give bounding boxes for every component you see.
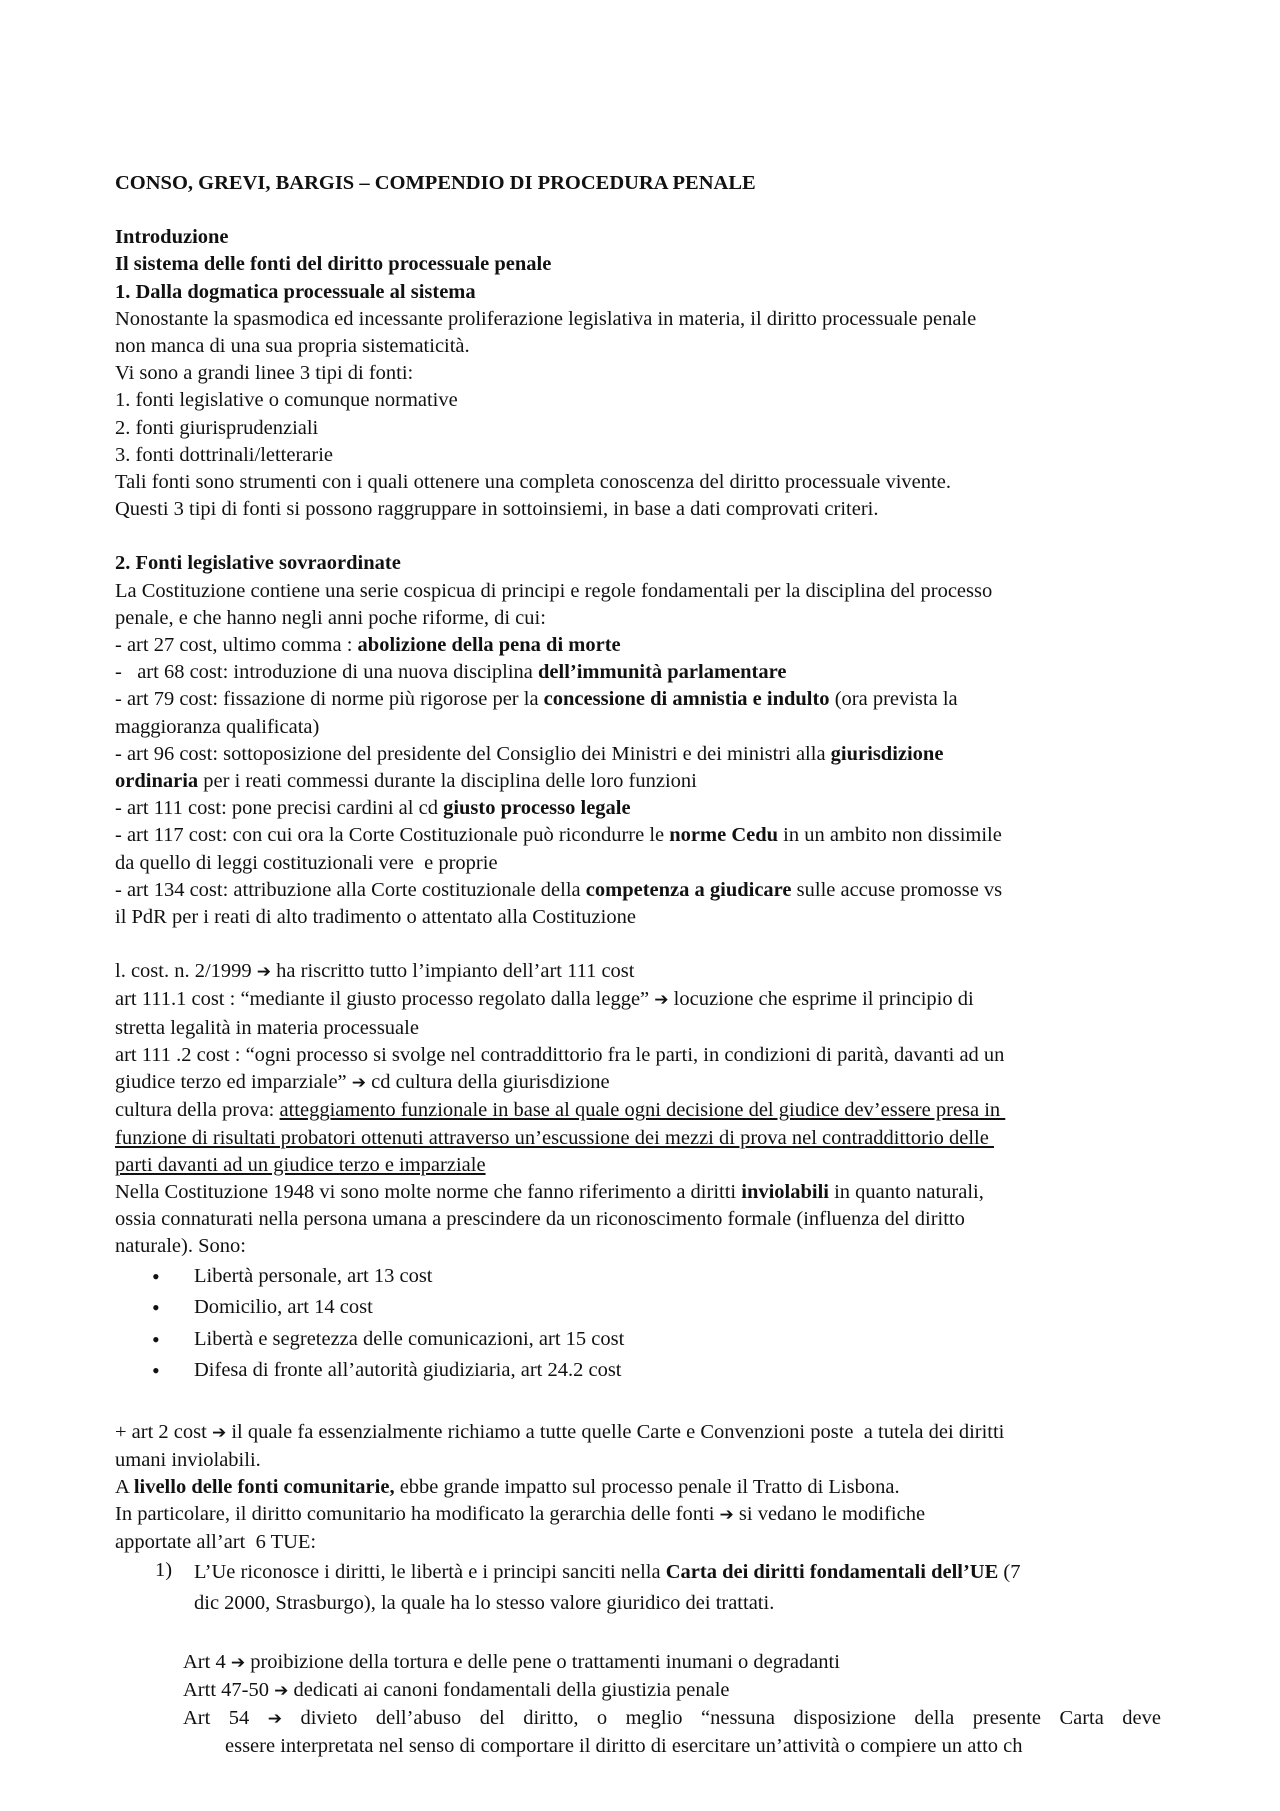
bullet-icon: •: [152, 1263, 160, 1289]
tail-line: umani inviolabili.: [115, 1448, 261, 1471]
art134-line: il PdR per i reati di alto tradimento o attentato alla Costituzione: [115, 906, 636, 929]
list-item: 1. fonti legislative o comunque normative: [115, 389, 458, 412]
lcost-line: art 111 .2 cost : “ogni processo si svolge nel contraddittorio fra le parti, in condizioni di parità, davanti ad un: [115, 1043, 1005, 1066]
tail-line: apportate all’art 6 TUE:: [115, 1531, 317, 1554]
list-item: 3. fonti dottrinali/letterarie: [115, 443, 334, 466]
section2-paragraph: La Costituzione contiene una serie cospicua di principi e regole fondamentali per la disciplina del processo: [115, 579, 993, 602]
art27-line: - art 27 cost, ultimo comma : abolizione della pena di morte: [115, 634, 621, 657]
section1-heading: 1. Dalla dogmatica processuale al sistema: [115, 280, 476, 303]
arrow-right-icon: ➔: [351, 1073, 367, 1094]
lcost-line: stretta legalità in materia processuale: [115, 1016, 419, 1039]
lcost-line: giudice terzo ed imparziale” ➔ cd cultura della giurisdizione: [115, 1071, 610, 1094]
art54-line: essere interpretata nel senso di comportare il diritto di esercitare un’attività o compiere un atto ch: [225, 1735, 1023, 1758]
art54-line: Art 54 ➔ divieto dell’abuso del diritto, o meglio “nessuna disposizione della presente Carta deve: [183, 1706, 1162, 1729]
tail-line: In particolare, il diritto comunitario ha modificato la gerarchia delle fonti ➔ si vedano le modifiche: [115, 1503, 926, 1526]
art68-line: - art 68 cost: introduzione di una nuova disciplina dell’immunità parlamentare: [115, 661, 787, 684]
numbered-item: [115, 1557, 1160, 1619]
document-page: [115, 170, 1160, 1760]
lcost-line: ossia connaturati nella persona umana a prescindere da un riconoscimento formale (influenza del diritto: [115, 1208, 965, 1231]
bullet-icon: •: [152, 1295, 160, 1321]
section1-paragraph: Questi 3 tipi di fonti si possono raggruppare in sottoinsiemi, in base a dati comprovati criteri.: [115, 498, 879, 521]
list-item: • Domicilio, art 14 cost: [152, 1295, 373, 1321]
cultura-prova-line: funzione di risultati probatori ottenuti attraverso un’escussione dei mezzi di prova nel contraddittorio delle: [115, 1126, 994, 1149]
list-item: 2. fonti giurisprudenziali: [115, 416, 319, 439]
arrow-right-icon: ➔: [256, 962, 272, 983]
section2-heading: 2. Fonti legislative sovraordinate: [115, 552, 401, 575]
artt47-50-line: Artt 47-50 ➔ dedicati ai canoni fondamentali della giustizia penale: [183, 1678, 730, 1701]
tail-line: + art 2 cost ➔ il quale fa essenzialmente richiamo a tutte quelle Carte e Convenzioni poste a tutela dei diritti: [115, 1420, 1005, 1443]
document-title: CONSO, GREVI, BARGIS – COMPENDIO DI PROCEDURA PENALE: [115, 172, 756, 194]
section2-paragraph: penale, e che hanno negli anni poche riforme, di cui:: [115, 606, 546, 629]
arrow-right-icon: ➔: [267, 1708, 282, 1729]
section1-paragraph: Nonostante la spasmodica ed incessante proliferazione legislativa in materia, il diritto processuale penale: [115, 307, 977, 330]
bullet-icon: •: [152, 1358, 160, 1384]
list-item: • Difesa di fronte all’autorità giudiziaria, art 24.2 cost: [152, 1358, 622, 1384]
art4-line: Art 4 ➔ proibizione della tortura e delle pene o trattamenti inumani o degradanti: [183, 1650, 840, 1673]
intro-heading: Introduzione: [115, 226, 229, 249]
intro-subheading: Il sistema delle fonti del diritto processuale penale: [115, 253, 552, 276]
lcost-line: l. cost. n. 2/1999 ➔ ha riscritto tutto l’impianto dell’art 111 cost: [115, 960, 635, 983]
bullet-icon: •: [152, 1326, 160, 1352]
cultura-prova-line: parti davanti ad un giudice terzo e imparziale: [115, 1153, 486, 1176]
item-number: 1): [155, 1558, 173, 1581]
art117-line: - art 117 cost: con cui ora la Corte Costituzionale può ricondurre le norme Cedu in un ambito non dissimile: [115, 824, 1002, 847]
numbered-item-line: L’Ue riconosce i diritti, le libertà e i principi sanciti nella Carta dei diritti fondamentali dell’UE (7: [194, 1560, 1021, 1583]
art117-line: da quello di leggi costituzionali vere e proprie: [115, 851, 498, 874]
art96-line: ordinaria per i reati commessi durante la disciplina delle loro funzioni: [115, 770, 697, 793]
charter-articles: [115, 1649, 1160, 1761]
tail-line: A livello delle fonti comunitarie, ebbe grande impatto sul processo penale il Tratto di Lisbona.: [115, 1475, 900, 1498]
lcost-line: Nella Costituzione 1948 vi sono molte norme che fanno riferimento a diritti inviolabili in quanto naturali,: [115, 1180, 984, 1203]
art111-line: - art 111 cost: pone precisi cardini al cd giusto processo legale: [115, 797, 631, 820]
art134-line: - art 134 cost: attribuzione alla Corte costituzionale della competenza a giudicare sulle accuse promosse vs: [115, 878, 1003, 901]
cultura-prova-line: cultura della prova: atteggiamento funzionale in base al quale ogni decisione del giudice dev’essere presa in: [115, 1099, 1006, 1122]
numbered-item-line: dic 2000, Strasburgo), la quale ha lo stesso valore giuridico dei trattati.: [194, 1591, 775, 1614]
lcost-line: naturale). Sono:: [115, 1235, 246, 1258]
art96-line: - art 96 cost: sottoposizione del presidente del Consiglio dei Ministri e dei ministri alla giurisdizione: [115, 742, 944, 765]
art79-line: - art 79 cost: fissazione di norme più rigorose per la concessione di amnistia e indulto (ora prevista la: [115, 688, 958, 711]
lcost-line: art 111.1 cost : “mediante il giusto processo regolato dalla legge” ➔ locuzione che esprime il principio di: [115, 988, 974, 1011]
section1-paragraph: non manca di una sua propria sistematicità.: [115, 335, 470, 358]
section1-paragraph: Vi sono a grandi linee 3 tipi di fonti:: [115, 362, 414, 385]
rights-bullet-list: [115, 1263, 1160, 1389]
arrow-right-icon: ➔: [230, 1652, 246, 1673]
arrow-right-icon: ➔: [211, 1422, 227, 1443]
arrow-right-icon: ➔: [654, 990, 669, 1011]
art79-line: maggioranza qualificata): [115, 715, 320, 738]
list-item: • Libertà personale, art 13 cost: [152, 1263, 433, 1289]
arrow-right-icon: ➔: [719, 1505, 734, 1526]
list-item: • Libertà e segretezza delle comunicazioni, art 15 cost: [152, 1326, 625, 1352]
arrow-right-icon: ➔: [274, 1680, 289, 1701]
section1-paragraph: Tali fonti sono strumenti con i quali ottenere una completa conoscenza del diritto processuale vivente.: [115, 471, 951, 494]
